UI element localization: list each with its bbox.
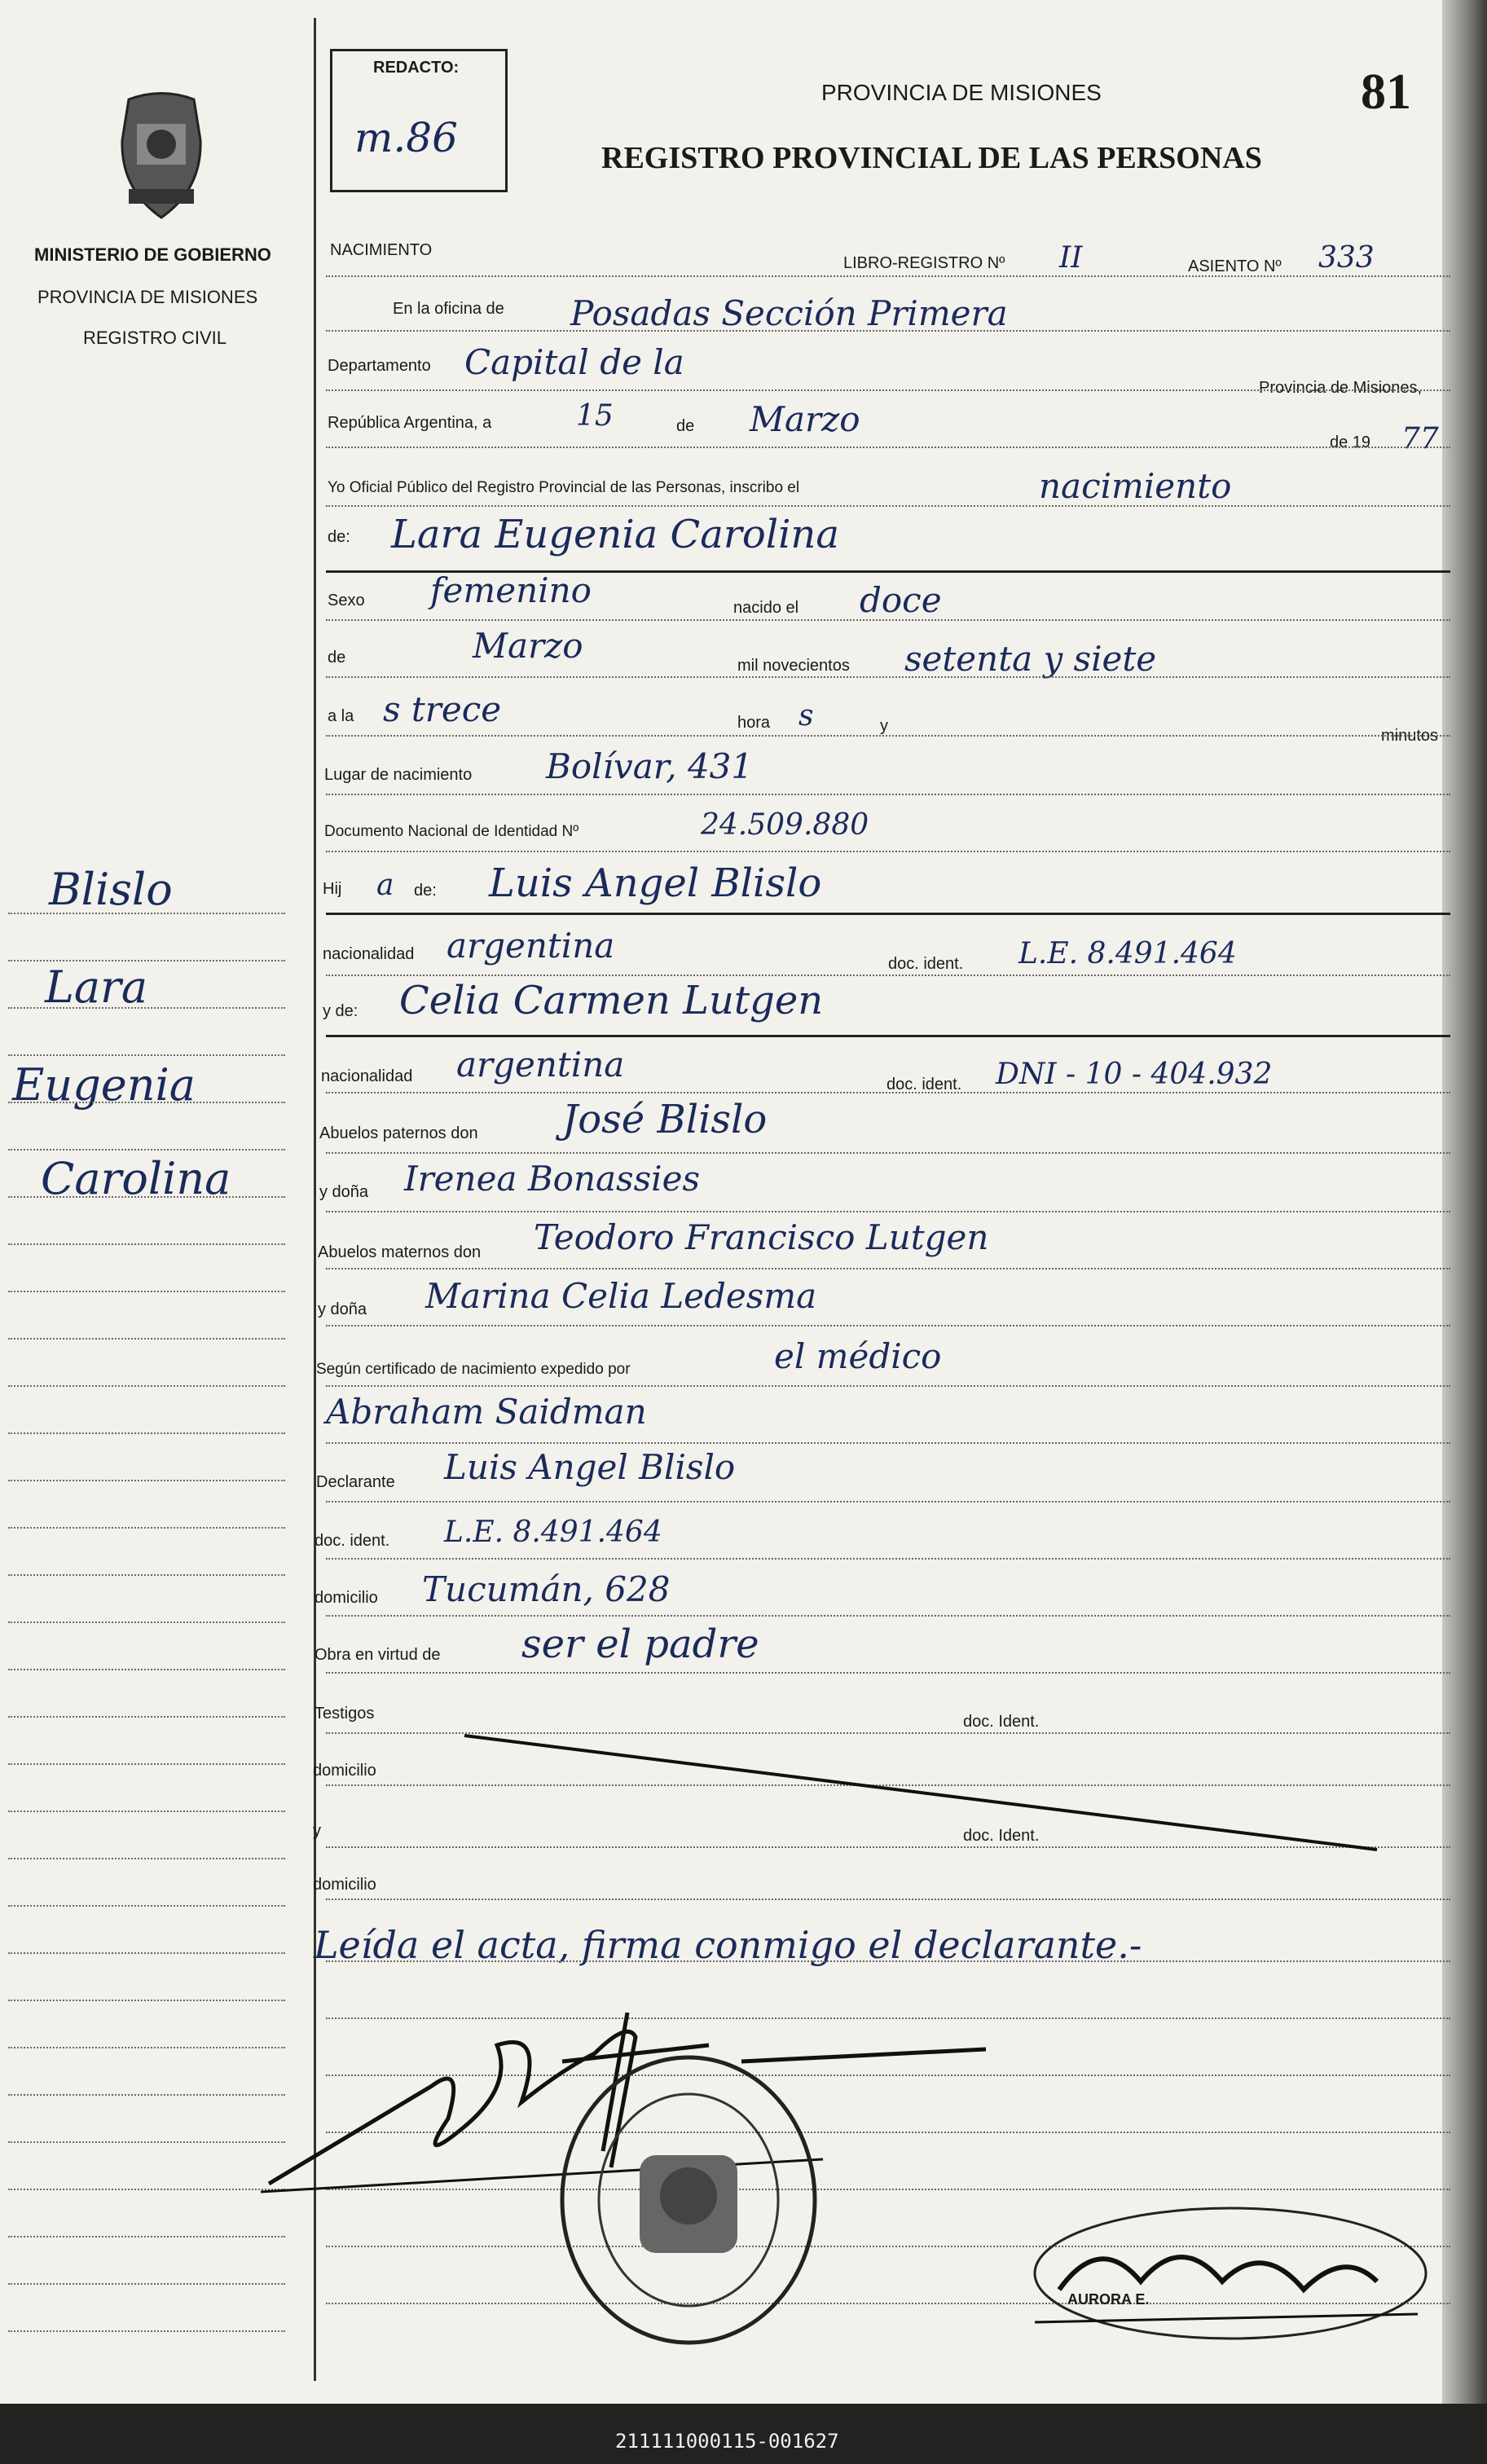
docid1-value: L.E. 8.491.464 bbox=[1018, 937, 1237, 970]
libro-label: LIBRO-REGISTRO Nº bbox=[843, 254, 1005, 272]
abuelo-materno-value: Teodoro Francisco Lutgen bbox=[534, 1217, 989, 1257]
sidebar-rule-line bbox=[8, 1243, 285, 1245]
asiento-value: 333 bbox=[1318, 241, 1375, 275]
nacionalidad1-value: argentina bbox=[447, 926, 615, 966]
domicilio3-label: domicilio bbox=[313, 1876, 376, 1894]
lugar-value: Bolívar, 431 bbox=[546, 746, 754, 786]
sidebar-rule-line bbox=[8, 1102, 285, 1103]
mes-value: Marzo bbox=[750, 399, 860, 439]
domicilio-value: Tucumán, 628 bbox=[422, 1569, 671, 1609]
certificado-label: Según certificado de nacimiento expedido por bbox=[316, 1361, 631, 1378]
sidebar-rule-line bbox=[8, 913, 285, 914]
ministry-label: MINISTERIO DE GOBIERNO bbox=[34, 244, 271, 265]
sidebar-rule-line bbox=[8, 1905, 285, 1907]
form-rule-line bbox=[326, 1960, 1450, 1962]
nacionalidad2-value: argentina bbox=[456, 1045, 625, 1085]
scan-barcode-text: 211111000115-001627 bbox=[615, 2430, 839, 2453]
officer-signature bbox=[1027, 2200, 1434, 2347]
docid4-label: doc. Ident. bbox=[963, 1713, 1040, 1731]
form-rule-line bbox=[326, 1035, 1450, 1037]
form-rule-line bbox=[326, 913, 1450, 915]
abuelos-paternos-label: Abuelos paternos don bbox=[319, 1124, 478, 1142]
hijo-de-label: de: bbox=[414, 882, 437, 900]
docid5-label: doc. Ident. bbox=[963, 1827, 1040, 1845]
abuela-materna-value: Marina Celia Ledesma bbox=[425, 1276, 817, 1316]
ydona1-label: y doña bbox=[319, 1183, 369, 1201]
sidebar-rule-line bbox=[8, 1574, 285, 1576]
redacto-value: m.86 bbox=[354, 114, 458, 161]
madre-value: Celia Carmen Lutgen bbox=[399, 978, 824, 1023]
yde-label: y de: bbox=[323, 1002, 359, 1020]
sidebar-rule-line bbox=[8, 2047, 285, 2048]
form-rule-line bbox=[326, 851, 1450, 852]
departamento-label: Departamento bbox=[328, 357, 431, 375]
lugar-label: Lugar de nacimiento bbox=[324, 766, 473, 784]
form-rule-line bbox=[326, 330, 1450, 332]
sidebar-rule-line bbox=[8, 1291, 285, 1292]
de2-label: de bbox=[328, 649, 346, 667]
docid3-value: L.E. 8.491.464 bbox=[444, 1516, 662, 1549]
abuela-paterna-value: Irenea Bonassies bbox=[404, 1159, 701, 1199]
docid2-value: DNI - 10 - 404.932 bbox=[996, 1058, 1273, 1091]
nacido-label: nacido el bbox=[733, 599, 799, 617]
province-seal-icon bbox=[104, 91, 218, 226]
province-title: PROVINCIA DE MISIONES bbox=[821, 80, 1102, 105]
nacimiento-label: NACIMIENTO bbox=[330, 241, 433, 259]
form-rule-line bbox=[326, 1615, 1450, 1617]
sidebar-third-name: Carolina bbox=[41, 1153, 231, 1204]
sidebar-second-name: Eugenia bbox=[12, 1059, 196, 1111]
form-rule-line bbox=[326, 619, 1450, 621]
sidebar-rule-line bbox=[8, 1716, 285, 1718]
sidebar-rule-line bbox=[8, 1054, 285, 1056]
testigos-label: Testigos bbox=[315, 1705, 375, 1723]
certificado-value: el médico bbox=[774, 1336, 942, 1376]
oficina-value: Posadas Sección Primera bbox=[570, 293, 1008, 333]
anio-nac-value: setenta y siete bbox=[904, 639, 1157, 679]
medico-value: Abraham Saidman bbox=[326, 1392, 647, 1432]
abuelos-maternos-label: Abuelos maternos don bbox=[318, 1243, 482, 1261]
sidebar-rule-line bbox=[8, 1385, 285, 1387]
y-label: y bbox=[880, 717, 888, 735]
dia-value: 15 bbox=[576, 399, 614, 433]
form-rule-line bbox=[326, 735, 1450, 737]
sidebar-rule-line bbox=[8, 2189, 285, 2190]
sexo-label: Sexo bbox=[328, 592, 365, 609]
declarante-value: Luis Angel Blislo bbox=[444, 1447, 736, 1487]
ydona2-label: y doña bbox=[318, 1300, 367, 1318]
declarante-label: Declarante bbox=[316, 1473, 395, 1491]
nacionalidad2-label: nacionalidad bbox=[321, 1067, 413, 1085]
closing-statement: Leída el acta, firma conmigo el declarante.- bbox=[314, 1923, 1142, 1967]
obra-value: ser el padre bbox=[521, 1621, 759, 1667]
sidebar-rule-line bbox=[8, 2330, 285, 2332]
form-rule-line bbox=[326, 975, 1450, 976]
form-rule-line bbox=[326, 447, 1450, 448]
minutos-label: minutos bbox=[1381, 727, 1439, 745]
republica-label: República Argentina, a bbox=[328, 414, 492, 432]
hora-value: s bbox=[798, 699, 814, 733]
dni-value: 24.509.880 bbox=[701, 808, 869, 842]
sidebar-rule-line bbox=[8, 2283, 285, 2285]
sidebar-rule-line bbox=[8, 1858, 285, 1859]
nacionalidad1-label: nacionalidad bbox=[323, 945, 415, 963]
form-rule-line bbox=[326, 389, 1450, 391]
provincia-label: Provincia de Misiones, bbox=[1259, 379, 1423, 397]
form-rule-line bbox=[326, 1325, 1450, 1327]
sidebar-registry-label: REGISTRO CIVIL bbox=[83, 328, 227, 348]
hijo-label: Hij bbox=[323, 880, 342, 898]
form-rule-line bbox=[326, 676, 1450, 678]
sidebar-rule-line bbox=[8, 2000, 285, 2001]
form-rule-line bbox=[326, 794, 1450, 795]
sidebar-rule-line bbox=[8, 1196, 285, 1198]
mil-label: mil novecientos bbox=[737, 657, 850, 675]
sidebar-rule-line bbox=[8, 1952, 285, 1954]
asiento-label: ASIENTO Nº bbox=[1188, 257, 1282, 275]
form-rule-line bbox=[326, 1385, 1450, 1387]
sidebar-rule-line bbox=[8, 1149, 285, 1151]
sidebar-rule-line bbox=[8, 1480, 285, 1481]
form-rule-line bbox=[326, 570, 1450, 573]
dni-label: Documento Nacional de Identidad Nº bbox=[324, 823, 579, 840]
sidebar-rule-line bbox=[8, 1669, 285, 1670]
sidebar-rule-line bbox=[8, 1763, 285, 1765]
sidebar-first-name: Lara bbox=[45, 961, 148, 1013]
form-rule-line bbox=[326, 1152, 1450, 1154]
form-rule-line bbox=[326, 1558, 1450, 1560]
obra-label: Obra en virtud de bbox=[315, 1646, 441, 1664]
departamento-value: Capital de la bbox=[464, 342, 684, 382]
ala-value: s trece bbox=[383, 689, 502, 729]
sidebar-rule-line bbox=[8, 2094, 285, 2096]
y2-label: y bbox=[313, 1822, 321, 1840]
sexo-value: femenino bbox=[430, 570, 592, 610]
docid1-label: doc. ident. bbox=[888, 955, 964, 973]
oficina-label: En la oficina de bbox=[393, 300, 504, 318]
sidebar-rule-line bbox=[8, 1621, 285, 1623]
padre-value: Luis Angel Blislo bbox=[489, 860, 822, 906]
abuelo-paterno-value: José Blislo bbox=[562, 1097, 768, 1142]
sidebar-province-label: PROVINCIA DE MISIONES bbox=[37, 287, 258, 307]
sidebar-rule-line bbox=[8, 1527, 285, 1529]
form-rule-line bbox=[326, 505, 1450, 507]
form-rule-line bbox=[326, 1211, 1450, 1212]
domicilio2-label: domicilio bbox=[313, 1762, 376, 1780]
docid2-label: doc. ident. bbox=[886, 1076, 962, 1093]
nacido-value: doce bbox=[860, 580, 942, 620]
domicilio-label: domicilio bbox=[315, 1589, 378, 1607]
sidebar-rule-line bbox=[8, 1811, 285, 1812]
sidebar-rule-line bbox=[8, 1432, 285, 1434]
anio-label: de 19 bbox=[1330, 433, 1371, 451]
officer-name-stamp: AURORA E. bbox=[1067, 2291, 1150, 2308]
form-rule-line bbox=[326, 1442, 1450, 1444]
redacto-label: REDACTO: bbox=[373, 59, 460, 77]
registry-title: REGISTRO PROVINCIAL DE LAS PERSONAS bbox=[601, 141, 1262, 175]
anio-value: 77 bbox=[1401, 422, 1439, 455]
de-nombre-label: de: bbox=[328, 528, 350, 546]
form-rule-line bbox=[326, 1501, 1450, 1503]
form-rule-line bbox=[326, 1899, 1450, 1900]
inscribo-label: Yo Oficial Público del Registro Provincial de las Personas, inscribo el bbox=[328, 479, 800, 496]
mes-nac-value: Marzo bbox=[473, 626, 583, 666]
sidebar-surname: Blislo bbox=[49, 864, 173, 915]
hijo-suffix: a bbox=[376, 869, 394, 902]
inscribo-value: nacimiento bbox=[1039, 466, 1232, 506]
page-number: 81 bbox=[1361, 64, 1411, 120]
form-rule-line bbox=[326, 1672, 1450, 1674]
form-rule-line bbox=[326, 1268, 1450, 1269]
nombre-value: Lara Eugenia Carolina bbox=[391, 512, 839, 557]
ala-label: a la bbox=[328, 707, 354, 725]
witness-strike-line bbox=[456, 1719, 1393, 1858]
form-rule-line bbox=[326, 275, 1450, 277]
sidebar-rule-line bbox=[8, 960, 285, 961]
libro-value: II bbox=[1059, 241, 1083, 275]
registry-stamp bbox=[550, 2049, 827, 2351]
sidebar-rule-line bbox=[8, 1007, 285, 1009]
docid3-label: doc. ident. bbox=[315, 1532, 390, 1550]
sidebar-rule-line bbox=[8, 2236, 285, 2237]
sidebar-rule-line bbox=[8, 1338, 285, 1340]
hora-label: hora bbox=[737, 714, 771, 732]
sidebar-rule-line bbox=[8, 2141, 285, 2143]
de-label: de bbox=[676, 417, 695, 435]
form-rule-line bbox=[326, 1092, 1450, 1093]
